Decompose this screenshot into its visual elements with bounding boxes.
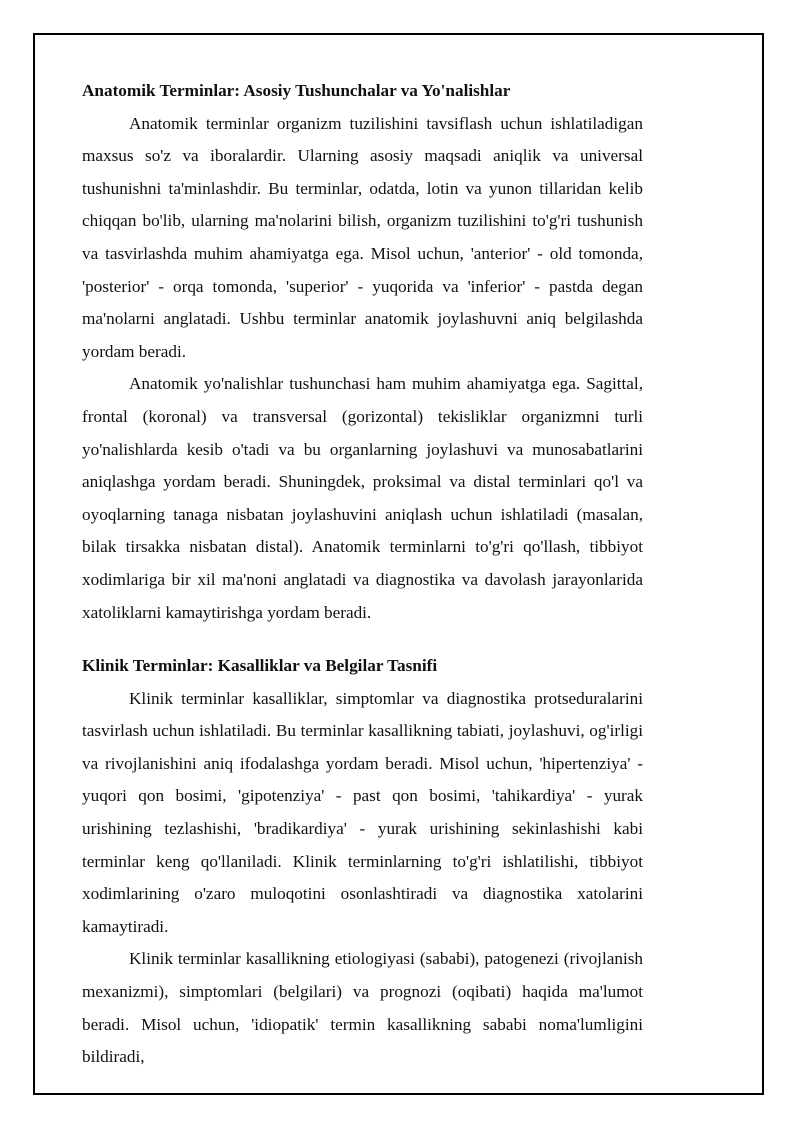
paragraph: Anatomik yo'nalishlar tushunchasi ham muhim ahamiyatga ega. Sagittal, frontal (koronal) va transversal (gorizontal) tekisliklar organizmni turli yo'nalishlarda kesib o'tadi va bu organlarning joylashuvi va munosabatlarini aniqlashga yordam beradi. Shuningdek, proksimal va distal terminlari qo'l va oyoqlarning tanaga nisbatan joylashuvini aniqlash uchun ishlatiladi (masalan, bilak tirsakka nisbatan distal). Anatomik terminlarni to'g'ri qo'llash, tibbiyot xodimlariga bir xil ma'noni anglatadi va diagnostika va davolash jarayonlarida xatoliklarni kamaytirishga yordam beradi. bbox=[82, 374, 643, 622]
paragraph: Anatomik terminlar organizm tuzilishini tavsiflash uchun ishlatiladigan maxsus so'z va iboralardir. Ularning asosiy maqsadi aniqlik va universal tushunishni ta'minlashdir. Bu terminlar, odatda, lotin va yunon tillaridan kelib chiqqan bo'lib, ularning ma'nolarini bilish, organizm tuzilishini to'g'ri tushunish va tasvirlashda muhim ahamiyatga ega. Misol uchun, 'anterior' - old tomonda, 'posterior' - orqa tomonda, 'superior' - yuqorida va 'inferior' - pastda degan ma'nolarni anglatadi. Ushbu terminlar anatomik joylashuvni aniq belgilashda yordam beradi. bbox=[82, 113, 643, 361]
section-heading-klinik: Klinik Terminlar: Kasalliklar va Belgilar Tasnifi bbox=[82, 656, 438, 676]
paragraph: Klinik terminlar kasallikning etiologiyasi (sababi), patogenezi (rivojlanish mexanizmi), simptomlari (belgilari) va prognozi (oqibati) haqida ma'lumot beradi. Misol uchun, 'idiopatik' termin kasallikning sababi noma'lumligini bildiradi, bbox=[82, 949, 643, 1067]
section-heading-anatomik: Anatomik Terminlar: Asosiy Tushunchalar va Yo'nalishlar bbox=[82, 81, 511, 100]
paragraph: Klinik terminlar kasalliklar, simptomlar va diagnostika protseduralarini tasvirlash uchun ishlatiladi. Bu terminlar kasallikning tabiati, joylashuvi, og'irligi va rivojlanishini aniq ifodalashga yordam beradi. Misol uchun, 'hipertenziya' - yuqori qon bosimi, 'gipotenziya' - past qon bosimi, 'tahikardiya' - yurak urishining tezlashishi, 'bradikardiya' - yurak urishining sekinlashishi kabi terminlar keng qo'llaniladi. Klinik terminlarning to'g'ri ishlatilishi, tibbiyot xodimlarining o'zaro muloqotini osonlashtiradi va diagnostika xatolarini kamaytiradi. bbox=[82, 688, 643, 936]
document-body bbox=[82, 75, 643, 1074]
